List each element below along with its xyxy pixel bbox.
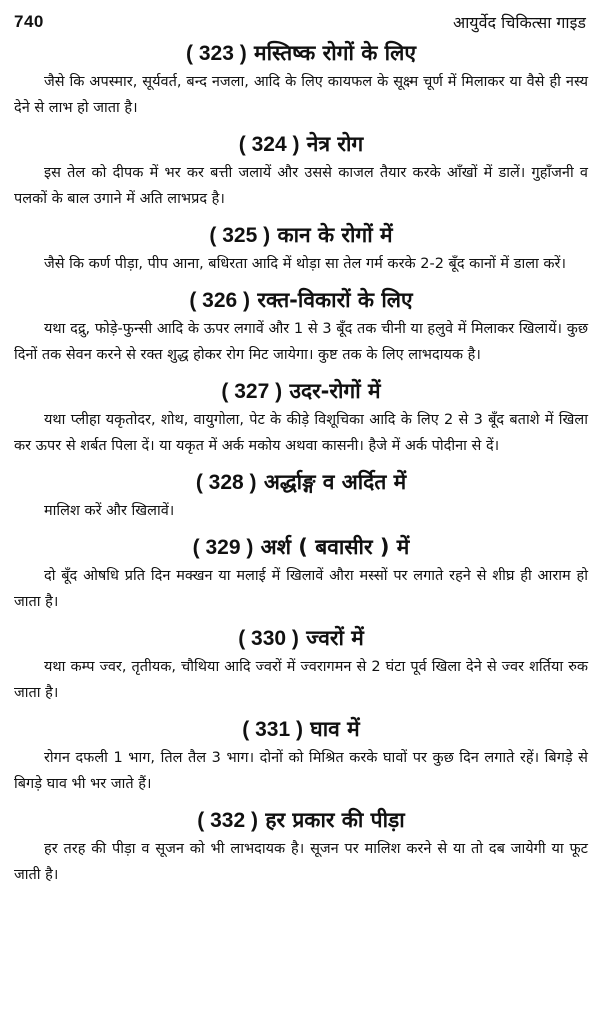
section-body: जैसे कि कर्ण पीड़ा, पीप आना, बधिरता आदि में थोड़ा सा तेल गर्म करके 2-2 बूँद कानों में डाला करें। [44, 256, 566, 272]
section-title: मस्तिष्क रोगों के लिए [254, 41, 416, 65]
section-title: ज्वरों में [306, 626, 364, 650]
section-323 [14, 36, 588, 121]
section-title: अर्श ( बवासीर ) में [260, 535, 410, 559]
section-heading [14, 283, 588, 316]
section-326 [14, 283, 588, 368]
page-number: 740 [14, 12, 44, 31]
section-title: उदर-रोगों में [289, 379, 381, 403]
section-number: ( 324 ) [238, 133, 300, 156]
section-title: हर प्रकार की पीड़ा [265, 808, 405, 832]
section-body: यथा दद्रु, फोड़े-फुन्सी आदि के ऊपर लगावें और 1 से 3 बूँद तक चीनी या हलुवे में मिलाकर खिलायें। कुछ दिनों तक सेवन करने से रक्त शुद्ध होकर रोग मिट जायेगा। कुष्ट तक के लिए लाभदायक है। [14, 321, 588, 363]
section-325 [14, 218, 588, 277]
section-331 [14, 712, 588, 797]
section-328 [14, 465, 588, 524]
section-heading [14, 621, 588, 654]
section-title: अर्द्धाङ्ग व अर्दित में [263, 470, 407, 494]
section-number: ( 331 ) [242, 718, 303, 741]
section-heading [14, 465, 588, 498]
section-title: कान के रोगों में [277, 223, 393, 247]
section-title: नेत्र रोग [306, 132, 364, 156]
section-body: हर तरह की पीड़ा व सूजन को भी लाभदायक है। सूजन पर मालिश करने से या तो दब जायेगी या फूट जाती है। [14, 841, 588, 883]
section-329 [14, 530, 588, 615]
section-327 [14, 374, 588, 459]
sections-container [14, 36, 588, 894]
section-body: मालिश करें और खिलावें। [44, 503, 175, 519]
section-body: दो बूँद ओषधि प्रति दिन मक्खन या मलाई में खिलावें औरा मस्सों पर लगाते रहने से शीघ्र ही आराम हो जाता है। [14, 568, 588, 610]
book-title: आयुर्वेद चिकित्सा गाइड [452, 13, 586, 32]
section-body: रोगन दफली 1 भाग, तिल तैल 3 भाग। दोनों को मिश्रित करके घावों पर कुछ दिन लगाते रहें। बिगड़े से बिगड़े घाव भी भर जाते हैं। [14, 750, 588, 792]
section-number: ( 329 ) [192, 536, 254, 559]
section-number: ( 328 ) [195, 471, 257, 494]
section-heading [14, 530, 588, 563]
section-number: ( 330 ) [238, 627, 299, 650]
section-332 [14, 803, 588, 888]
section-body: जैसे कि अपस्मार, सूर्यवर्त, बन्द नजला, आदि के लिए कायफल के सूक्ष्म चूर्ण में मिलाकर या वैसे ही नस्य देने से लाभ हो जाता है। [14, 74, 588, 116]
section-number: ( 332 ) [197, 809, 258, 832]
section-title: घाव में [310, 717, 360, 741]
section-324 [14, 127, 588, 212]
running-header [14, 10, 586, 34]
section-heading [14, 712, 588, 745]
section-number: ( 327 ) [221, 380, 283, 403]
section-heading [14, 36, 588, 69]
section-body: यथा कम्प ज्वर, तृतीयक, चौथिया आदि ज्वरों में ज्वरागमन से 2 घंटा पूर्व खिला देने से ज्वर शर्तिया रुक जाता है। [14, 659, 588, 701]
section-heading [14, 218, 588, 251]
section-330 [14, 621, 588, 706]
section-number: ( 326 ) [189, 289, 251, 312]
section-body: इस तेल को दीपक में भर कर बत्ती जलायें और उससे काजल तैयार करके आँखों में डालें। गुहाँजनी व पलकों के बाल उगाने में अति लाभप्रद है। [14, 165, 588, 207]
section-body: यथा प्लीहा यकृतोदर, शोथ, वायुगोला, पेट के कीड़े विशूचिका आदि के लिए 2 से 3 बूँद बताशे में खिला कर ऊपर से शर्बत पिला दें। या यकृत में अर्क मकोय अथवा कासनी। हैजे में अर्क पोदीना से दें। [14, 412, 588, 454]
section-number: ( 323 ) [186, 42, 247, 65]
section-heading [14, 374, 588, 407]
section-heading [14, 803, 588, 836]
section-heading [14, 127, 588, 160]
section-title: रक्त-विकारों के लिए [257, 288, 413, 312]
section-number: ( 325 ) [209, 224, 271, 247]
